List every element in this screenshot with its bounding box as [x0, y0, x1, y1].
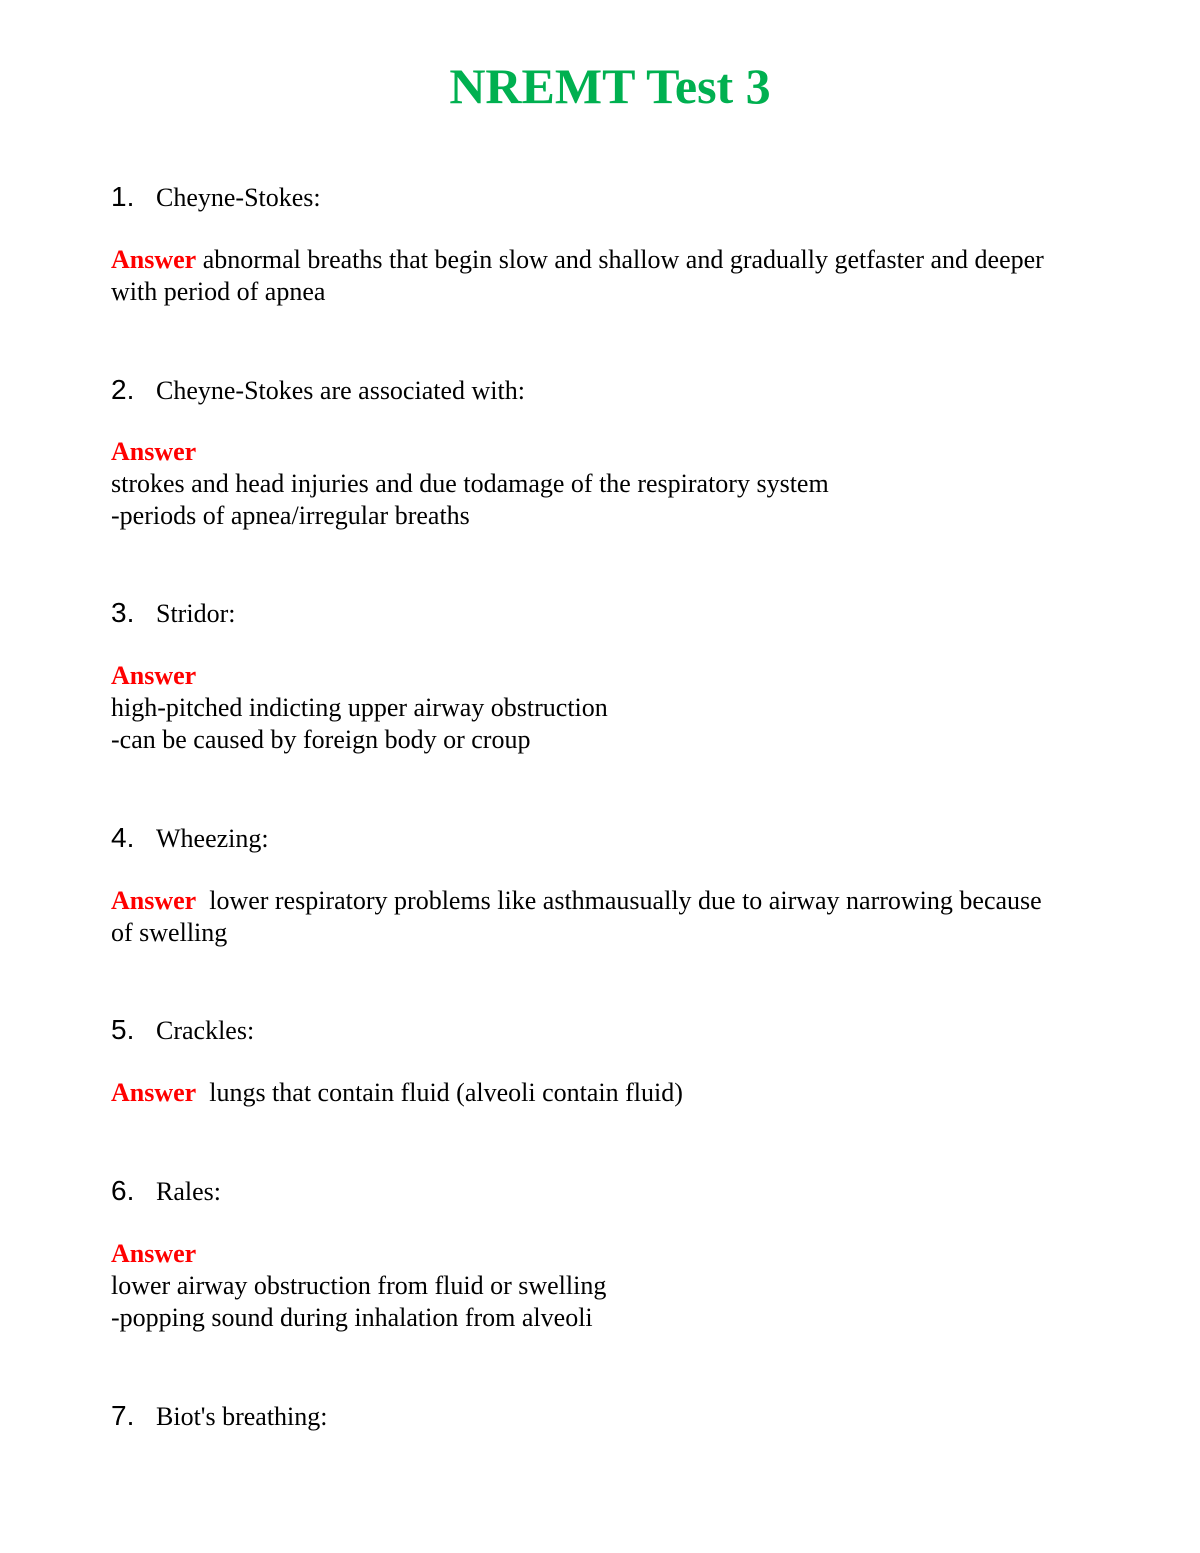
answer-label: Answer: [111, 437, 197, 466]
question-number: 2.: [111, 374, 135, 405]
answer-line: [111, 244, 1101, 276]
answer-text: -popping sound during inhalation from alveoli: [111, 1303, 593, 1332]
document-title: NREMT Test 3: [449, 58, 771, 114]
answer-6: [111, 1238, 1101, 1334]
answer-5: [111, 1077, 1101, 1109]
answer-text: lower airway obstruction from fluid or swelling: [111, 1271, 607, 1300]
answer-text: high-pitched indicting upper airway obstruction: [111, 693, 608, 722]
question-number: 3.: [111, 597, 135, 628]
answer-line: [111, 1077, 1101, 1109]
answer-4: [111, 885, 1101, 949]
question-prompt: Wheezing:: [156, 824, 269, 853]
question-number: 4.: [111, 822, 135, 853]
question-prompt: Stridor:: [156, 599, 236, 628]
question-3: [111, 597, 1111, 630]
question-prompt: Cheyne-Stokes:: [156, 183, 321, 212]
question-number: 5.: [111, 1014, 135, 1045]
answer-text: -can be caused by foreign body or croup: [111, 725, 531, 754]
answer-text: with period of apnea: [111, 277, 326, 306]
question-number: 1.: [111, 181, 135, 212]
question-prompt: Crackles:: [156, 1016, 255, 1045]
answer-text: lower respiratory problems like asthmausually due to airway narrowing because: [209, 886, 1042, 915]
question-6: [111, 1175, 1111, 1208]
answer-label: Answer: [111, 245, 197, 274]
question-7: [111, 1400, 1111, 1433]
question-1: [111, 181, 1111, 214]
answer-line: [111, 885, 1101, 917]
question-2: [111, 374, 1111, 407]
question-prompt: Rales:: [156, 1177, 221, 1206]
question-prompt: Biot's breathing:: [156, 1402, 328, 1431]
answer-label: Answer: [111, 1239, 197, 1268]
answer-1: [111, 244, 1101, 308]
answer-text: lungs that contain fluid (alveoli contain fluid): [209, 1078, 683, 1107]
answer-3: [111, 660, 1101, 756]
answer-label: Answer: [111, 661, 197, 690]
question-number: 6.: [111, 1175, 135, 1206]
question-4: [111, 822, 1111, 855]
answer-label: Answer: [111, 1078, 197, 1107]
question-5: [111, 1014, 1111, 1047]
answer-text: strokes and head injuries and due todamage of the respiratory system: [111, 469, 829, 498]
answer-text: abnormal breaths that begin slow and shallow and gradually getfaster and deeper: [202, 245, 1044, 274]
question-number: 7.: [111, 1400, 135, 1431]
answer-text: of swelling: [111, 918, 228, 947]
answer-text: -periods of apnea/irregular breaths: [111, 501, 470, 530]
answer-2: [111, 436, 1101, 532]
question-prompt: Cheyne-Stokes are associated with:: [156, 376, 525, 405]
answer-label: Answer: [111, 886, 197, 915]
